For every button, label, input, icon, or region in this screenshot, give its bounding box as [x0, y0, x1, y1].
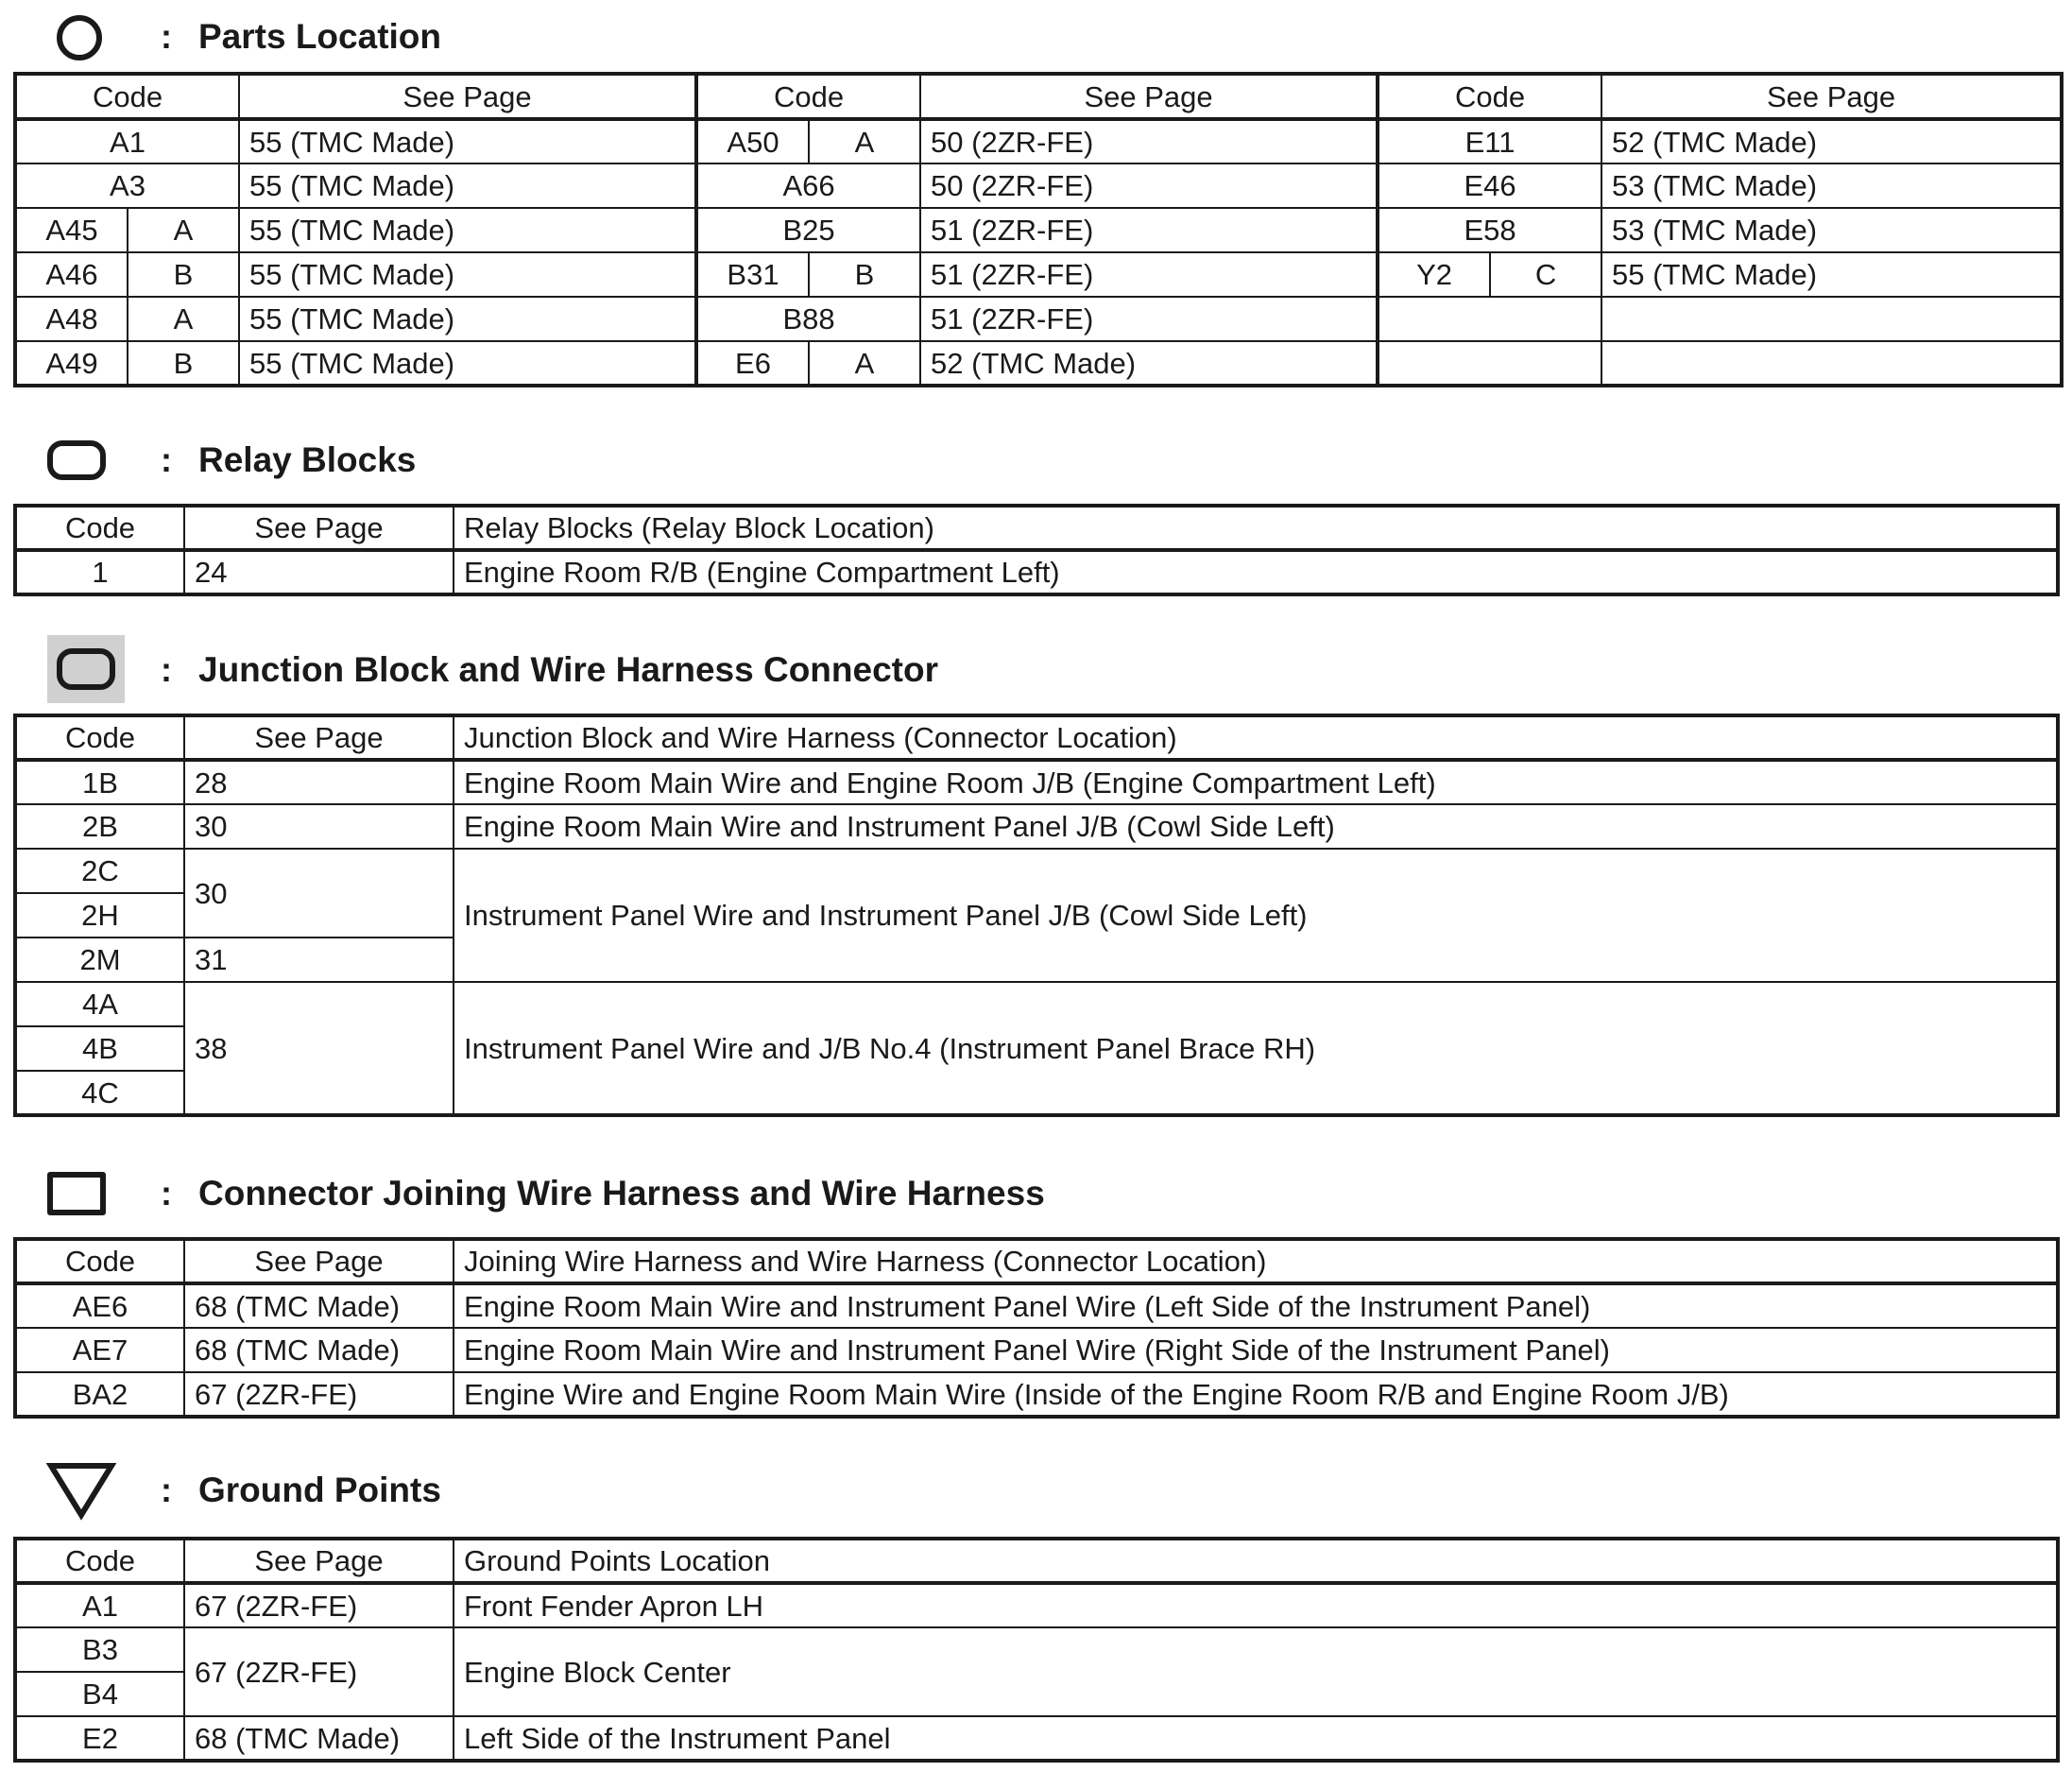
section-title: Relay Blocks	[198, 440, 417, 479]
table-header-row	[15, 1239, 2058, 1283]
header-see-page: See Page	[184, 506, 454, 550]
rounded-rectangle-icon	[47, 440, 106, 480]
page-cell: 68 (TMC Made)	[184, 1283, 454, 1328]
table-header-row	[15, 1539, 2058, 1583]
header-code: Code	[15, 74, 239, 119]
sub-code-cell: C	[1490, 252, 1601, 297]
page-cell	[1601, 297, 2062, 341]
heading-colon: :	[161, 17, 172, 56]
header-code: Code	[15, 506, 184, 550]
section-title: Connector Joining Wire Harness and Wire Harness	[198, 1174, 1045, 1213]
sub-code-cell: A	[809, 119, 920, 163]
location-cell: Engine Room Main Wire and Engine Room J/B (Engine Compartment Left)	[454, 760, 2058, 804]
page-cell: 24	[184, 550, 454, 594]
page-cell: 55 (TMC Made)	[1601, 252, 2062, 297]
table-header-row	[15, 506, 2058, 550]
location-cell: Engine Room Main Wire and Instrument Panel J/B (Cowl Side Left)	[454, 804, 2058, 849]
page-cell: 30	[184, 804, 454, 849]
code-cell: 2B	[15, 804, 184, 849]
header-see-page: See Page	[239, 74, 696, 119]
section-title: Parts Location	[198, 17, 441, 56]
junction-block-heading	[0, 635, 1512, 701]
page-cell: 55 (TMC Made)	[239, 252, 696, 297]
relay-blocks-table	[13, 504, 2060, 596]
code-cell: 1	[15, 550, 184, 594]
table-row	[15, 1283, 2058, 1328]
table-row	[15, 341, 2062, 386]
page-cell: 55 (TMC Made)	[239, 341, 696, 386]
sub-code-cell: A	[809, 341, 920, 386]
parts-location-heading	[0, 4, 1512, 70]
page-cell: 31	[184, 938, 454, 982]
table-row	[15, 297, 2062, 341]
table-row	[15, 982, 2058, 1026]
code-cell	[1378, 297, 1601, 341]
location-cell: Engine Block Center	[454, 1627, 2058, 1716]
code-cell: E58	[1378, 208, 1601, 252]
code-cell: 4A	[15, 982, 184, 1026]
location-cell: Engine Room R/B (Engine Compartment Left)	[454, 550, 2058, 594]
down-triangle-icon	[45, 1460, 117, 1521]
page-cell: 51 (2ZR-FE)	[920, 252, 1378, 297]
code-cell: AE7	[15, 1328, 184, 1372]
page-cell: 55 (TMC Made)	[239, 119, 696, 163]
heading-colon: :	[161, 1174, 172, 1213]
code-cell: B88	[696, 297, 920, 341]
table-row	[15, 1372, 2058, 1417]
junction-block-table	[13, 714, 2060, 1117]
page-cell: 55 (TMC Made)	[239, 208, 696, 252]
header-location: Relay Blocks (Relay Block Location)	[454, 506, 2058, 550]
header-see-page: See Page	[184, 1539, 454, 1583]
page-cell: 51 (2ZR-FE)	[920, 297, 1378, 341]
page-cell: 51 (2ZR-FE)	[920, 208, 1378, 252]
table-row	[15, 1716, 2058, 1761]
code-cell: B4	[15, 1672, 184, 1716]
page-cell: 67 (2ZR-FE)	[184, 1372, 454, 1417]
table-row	[15, 119, 2062, 163]
header-see-page: See Page	[920, 74, 1378, 119]
header-code: Code	[15, 1539, 184, 1583]
code-cell: A48	[15, 297, 128, 341]
code-cell: A3	[15, 163, 239, 208]
location-cell: Engine Room Main Wire and Instrument Panel Wire (Left Side of the Instrument Panel)	[454, 1283, 2058, 1328]
table-row	[15, 760, 2058, 804]
code-cell: E11	[1378, 119, 1601, 163]
sub-code-cell: B	[128, 252, 239, 297]
table-row	[15, 849, 2058, 893]
code-cell: Y2	[1378, 252, 1490, 297]
code-cell: B25	[696, 208, 920, 252]
code-cell: B31	[696, 252, 809, 297]
location-cell: Instrument Panel Wire and Instrument Panel J/B (Cowl Side Left)	[454, 849, 2058, 982]
header-see-page: See Page	[1601, 74, 2062, 119]
code-cell: E46	[1378, 163, 1601, 208]
sub-code-cell: B	[809, 252, 920, 297]
page-cell: 68 (TMC Made)	[184, 1328, 454, 1372]
location-cell: Engine Room Main Wire and Instrument Panel Wire (Right Side of the Instrument Panel)	[454, 1328, 2058, 1372]
header-code: Code	[696, 74, 920, 119]
section-title: Junction Block and Wire Harness Connector	[198, 650, 938, 689]
header-code: Code	[15, 715, 184, 760]
parts-location-table	[13, 72, 2063, 387]
heading-colon: :	[161, 1471, 172, 1509]
code-cell: 4C	[15, 1071, 184, 1115]
location-cell: Front Fender Apron LH	[454, 1583, 2058, 1627]
table-row	[15, 208, 2062, 252]
code-cell: AE6	[15, 1283, 184, 1328]
code-cell: A46	[15, 252, 128, 297]
page-cell: 68 (TMC Made)	[184, 1716, 454, 1761]
section-title: Ground Points	[198, 1471, 441, 1509]
header-see-page: See Page	[184, 1239, 454, 1283]
header-location: Joining Wire Harness and Wire Harness (Connector Location)	[454, 1239, 2058, 1283]
code-cell: B3	[15, 1627, 184, 1672]
page-cell: 53 (TMC Made)	[1601, 208, 2062, 252]
code-cell: A66	[696, 163, 920, 208]
code-cell: BA2	[15, 1372, 184, 1417]
header-code: Code	[1378, 74, 1601, 119]
connector-joining-table	[13, 1237, 2060, 1419]
sub-code-cell: A	[128, 208, 239, 252]
code-cell: A49	[15, 341, 128, 386]
location-cell: Instrument Panel Wire and J/B No.4 (Instrument Panel Brace RH)	[454, 982, 2058, 1115]
ground-points-heading	[0, 1455, 1512, 1522]
page-cell: 30	[184, 849, 454, 938]
location-cell: Left Side of the Instrument Panel	[454, 1716, 2058, 1761]
table-row	[15, 252, 2062, 297]
code-cell: A1	[15, 119, 239, 163]
header-code: Code	[15, 1239, 184, 1283]
code-cell: 1B	[15, 760, 184, 804]
heading-colon: :	[161, 650, 172, 689]
location-cell: Engine Wire and Engine Room Main Wire (Inside of the Engine Room R/B and Engine Room J/B)	[454, 1372, 2058, 1417]
page-cell: 28	[184, 760, 454, 804]
code-cell: 2H	[15, 893, 184, 938]
table-row	[15, 1583, 2058, 1627]
page-cell	[1601, 341, 2062, 386]
page-cell: 52 (TMC Made)	[920, 341, 1378, 386]
table-row	[15, 1328, 2058, 1372]
header-location: Ground Points Location	[454, 1539, 2058, 1583]
page-cell: 38	[184, 982, 454, 1115]
table-header-row	[15, 715, 2058, 760]
sub-code-cell: A	[128, 297, 239, 341]
square-icon	[47, 1172, 106, 1215]
page-cell: 67 (2ZR-FE)	[184, 1627, 454, 1716]
code-cell: A50	[696, 119, 809, 163]
code-cell: A45	[15, 208, 128, 252]
code-cell: E6	[696, 341, 809, 386]
page-cell: 55 (TMC Made)	[239, 163, 696, 208]
connector-joining-heading	[0, 1159, 1512, 1225]
code-cell	[1378, 341, 1601, 386]
table-row	[15, 1627, 2058, 1672]
page-cell: 52 (TMC Made)	[1601, 119, 2062, 163]
circle-icon	[57, 15, 102, 60]
ground-points-table	[13, 1537, 2060, 1763]
page-cell: 53 (TMC Made)	[1601, 163, 2062, 208]
code-cell: 2M	[15, 938, 184, 982]
table-row	[15, 163, 2062, 208]
code-cell: 4B	[15, 1026, 184, 1071]
code-cell: E2	[15, 1716, 184, 1761]
code-cell: A1	[15, 1583, 184, 1627]
sub-code-cell: B	[128, 341, 239, 386]
page-cell: 55 (TMC Made)	[239, 297, 696, 341]
code-cell: 2C	[15, 849, 184, 893]
page-cell: 50 (2ZR-FE)	[920, 163, 1378, 208]
header-see-page: See Page	[184, 715, 454, 760]
relay-blocks-heading	[0, 427, 1512, 493]
table-row	[15, 550, 2058, 594]
heading-colon: :	[161, 440, 172, 479]
page-cell: 50 (2ZR-FE)	[920, 119, 1378, 163]
table-header-row	[15, 74, 2062, 119]
page-cell: 67 (2ZR-FE)	[184, 1583, 454, 1627]
header-location: Junction Block and Wire Harness (Connector Location)	[454, 715, 2058, 760]
table-row	[15, 804, 2058, 849]
shaded-rounded-rectangle-icon	[57, 648, 115, 690]
